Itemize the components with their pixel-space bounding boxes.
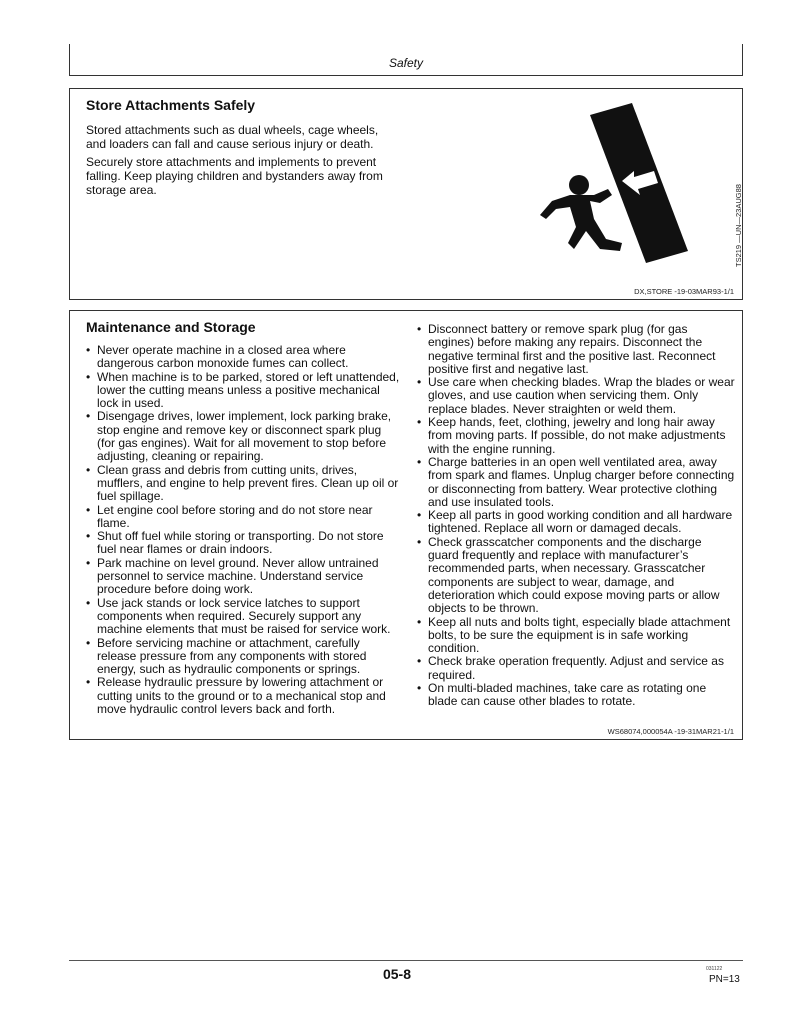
- maintenance-ref-code: WS68074,000054A -19-31MAR21-1/1: [607, 727, 734, 736]
- section-title: Safety: [388, 56, 424, 70]
- store-paragraph-1: Stored attachments such as dual wheels, cage wheels, and loaders can fall and cause serious injury or death.: [86, 123, 379, 151]
- list-item: • Use jack stands or lock service latches to support components when required. Securely support any machine elements that must be raised for service work.: [86, 597, 401, 637]
- list-item: • When machine is to be parked, stored or left unattended, lower the cutting means unless a positive mechanical lock in used.: [86, 371, 401, 411]
- person-head-shape: [569, 175, 589, 195]
- list-item: • Charge batteries in an open well ventilated area, away from spark and flames. Unplug charger before connecting or disconnecting from battery. Wear protective clothing and use insulated tools.: [417, 456, 735, 509]
- list-item: • Shut off fuel while storing or transporting. Do not store fuel near flames or drain indoors.: [86, 530, 401, 557]
- footer-divider: [69, 960, 743, 961]
- footer-small-code: 031122: [706, 966, 723, 972]
- store-ref-code: DX,STORE -19-03MAR93-1/1: [634, 287, 734, 296]
- list-item: • Keep hands, feet, clothing, jewelry and long hair away from moving parts. If possible, do not make adjustments with the engine running.: [417, 416, 735, 456]
- list-item: • Clean grass and debris from cutting units, drives, mufflers, and engine to help prevent fires. Clean up oil or fuel spillage.: [86, 464, 401, 504]
- list-item: • Release hydraulic pressure by lowering attachment or cutting units to the ground or to a mechanical stop and move hydraulic control levers back and forth.: [86, 676, 401, 716]
- list-item: • Never operate machine in a closed area where dangerous carbon monoxide fumes can collect.: [86, 344, 401, 371]
- list-item: • Disconnect battery or remove spark plug (for gas engines) before making any repairs. Disconnect the negative terminal first and the positive last. Reconnect positive first and negative last.: [417, 323, 735, 376]
- list-item: • Let engine cool before storing and do not store near flame.: [86, 504, 401, 531]
- maintenance-left-list: [86, 344, 401, 716]
- person-figure-shape: [540, 189, 622, 251]
- list-item: • Check brake operation frequently. Adjust and service as required.: [417, 655, 735, 682]
- page-number: 05-8: [382, 966, 412, 982]
- list-item: • Keep all parts in good working condition and all hardware tightened. Replace all worn or damaged decals.: [417, 509, 735, 536]
- maintenance-storage-box: [69, 310, 743, 740]
- pn-label: PN=13: [709, 974, 740, 985]
- maintenance-right-list: [417, 323, 735, 709]
- falling-attachment-illustration: [530, 103, 690, 273]
- list-item: • Park machine on level ground. Never allow untrained personnel to service machine. Understand service procedure before doing work.: [86, 557, 401, 597]
- list-item: • Use care when checking blades. Wrap the blades or wear gloves, and use caution when servicing them. Only replace blades. Never straighten or weld them.: [417, 376, 735, 416]
- list-item: • Disengage drives, lower implement, lock parking brake, stop engine and remove key or disconnect spark plug (for gas engines). Wait for all movement to stop before adjusting, cleaning or repairing.: [86, 410, 401, 463]
- store-attachments-box: [69, 88, 743, 300]
- list-item: • Check grasscatcher components and the discharge guard frequently and replace with manufacturer’s recommended parts, when necessary. Grasscatcher components are subject to wear, damage, and deterioration which could expose moving parts or allow objects to be thrown.: [417, 536, 735, 616]
- store-attachments-title: Store Attachments Safely: [86, 97, 256, 113]
- page-header: [69, 44, 743, 76]
- store-paragraph-2: Securely store attachments and implements to prevent falling. Keep playing children and bystanders away from storage area.: [86, 155, 383, 197]
- list-item: • Before servicing machine or attachment, carefully release pressure from any components with stored energy, such as hydraulic components or springs.: [86, 637, 401, 677]
- list-item: • On multi-bladed machines, take care as rotating one blade can cause other blades to rotate.: [417, 682, 735, 709]
- image-code: TS219 —UN—23AUG88: [734, 184, 743, 267]
- maintenance-title: Maintenance and Storage: [86, 319, 256, 335]
- list-item: • Keep all nuts and bolts tight, especially blade attachment bolts, to be sure the equipment is in safe working condition.: [417, 616, 735, 656]
